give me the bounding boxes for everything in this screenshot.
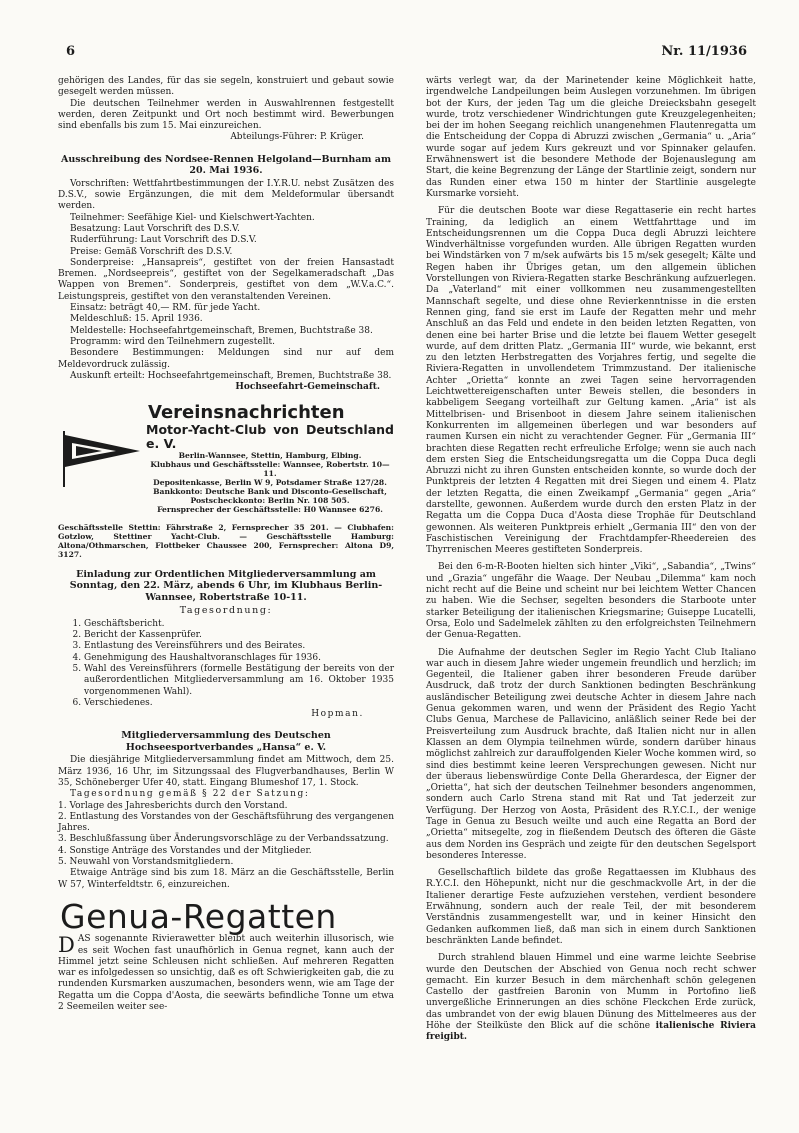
agenda-label: Tagesordnung: (179, 605, 273, 617)
intro-paragraph: Die deutschen Teilnehmer werden in Auswahlrennen festgestellt werden, deren Zeitpunkt und Ort noch bestimmt wird. Bewerbungen sind ebenfalls bis zum 15. Mai einzureichen. (58, 98, 394, 132)
nordsee-item: Meldestelle: Hochseefahrtgemeinschaft, Bremen, Buchtstraße 38. (70, 325, 373, 336)
agenda-item: 6. Verschiedenes. (84, 698, 394, 709)
hansa-title: Mitgliederversammlung des Deutschen Hochseesportverbandes „Hansa“ e. V. (121, 730, 331, 753)
agenda-item: 4. Genehmigung des Haushaltvoranschlages für 1936. (84, 653, 394, 664)
agenda-list (58, 619, 394, 709)
club-name: Motor-Yacht-Club von Deutschland e. V. (146, 421, 394, 451)
article-paragraph: Gesellschaftlich bildete das große Regattaessen im Klubhaus des R.Y.C.I. den Höhepunkt, nicht nur die geschmackvolle Art, in der die Italiener derartige Feste aufzuziehen verstehen, verdient besondere Erwähnung, sondern auch der reale Teil, der mit besonderem Verständnis zusammengestellt war, und in keiner Hinsicht den Gedanken aufkommen ließ, daß man sich in einem durch Sanktionen beschränkten Lande befindet. (426, 868, 756, 946)
club-info-line: Depositenkasse, Berlin W 9, Potsdamer Straße 127/28. (153, 477, 387, 487)
article-last-paragraph (426, 953, 756, 1043)
invitation-title: Einladung zur Ordentlichen Mitgliederversammlung am Sonntag, den 22. März, abends 6 Uhr, im Klubhaus Berlin-Wannsee, Robertstraße 10-11. (69, 568, 383, 603)
last-paragraph-text: Durch strahlend blauen Himmel und eine warme leichte Seebrise wurde den Deutschen der Abschied von Genua noch recht schwer gemacht. Ein kurzer Besuch in dem märchenhaft schön gelegenen Castello der gastfreien Baronin von Mumm in Portofino ließ unvergeßliche Erinnerungen an dies schöne Fleckchen Erde zurück, das umbrandet von der ewig blauen Dünung des Mittelmeeres aus der Höhe der Steilküste den Blick auf die schöne (426, 953, 756, 1032)
hansa-agenda-item: 4. Sonstige Anträge des Vorstandes und der Mitglieder. (58, 845, 312, 856)
article-paragraph: Für die deutschen Boote war diese Regattaserie ein recht hartes Training, da lediglich an einem Wettfahrttage und im Entscheidungsrennen um die Coppa Duca degli Abruzzi leichtere Windverhältnisse vorgefunden wurden. Alle übrigen Regatten wurden bei Windstärken von 7 m/sek aufwärts bis 15 m/sek gesegelt; Kälte und Regen haben ihr Übriges getan, um den allgemein üblichen Vorstellungen von Riviera-Regatten starke Beschränkung aufzuerlegen. Da „Vaterland“ mit einer vollkommen neu zusammengestellten Mannschaft segelte, und diese ohne Revierkenntnisse in die ersten Rennen ging, fand sie erst im Laufe der Regatten mehr und mehr Anschluß an das Feld und endete in den beiden letzten Regatten, von denen eine bei harter Brise und die letzte bei flauem Wetter gesegelt wurde, auf dem dritten Platz. „Germania III“ wurde, wie bekannt, erst zu den letzten Herbstregatten des Vorjahres fertig, und segelte die Riviera-Regatten in unvollendetem Trimmzustand. Der italienische Achter „Orietta“ konnte an zwei Tagen seine hervorragenden Leichtwettereigenschaften unter Beweis stellen, die besonders in kabbeligem Seegang vorteilhaft zur Geltung kamen. „Aria“ ist als Mittelbrisen- und Brisenboot in diesem Jahre seinem italienischen Konkurrenten im allgemeinen überlegen und war besonders auf raumen Kursen ein nicht zu verachtender Gegner. Für „Germania III“ brachten diese Regatten recht erfreuliche Erfolge; wenn sie auch nach dem ersten Sieg die Entscheidungsregatta um die Coppa Duca degli Abruzzi nicht zu ihren Gunsten entscheiden konnte, so wurde doch der Punktpreis der letzten 4 Regatten mit drei Siegen und einem 4. Platz der letzten Regatta, die einen Zweikampf „Germania“ gegen „Aria“ darstellte, gewonnen. Außerdem wurde durch den ersten Platz in der Regatta um die Coppa Duca d'Aosta diese Trophäe für Deutschland gewonnen. Als weiteren Punktpreis erhielt „Germania III“ den von der Faschistischen Vereinigung der Frachtdampfer-Rheedereien des Thyrrenischen Meeres gestifteten Sonderpreis. (426, 206, 756, 556)
hansa-agenda-item: 3. Beschlußfassung über Änderungsvorschläge zu der Verbandssatzung. (58, 834, 389, 845)
article-paragraph: Bei den 6-m-R-Booten hielten sich hinter „Viki“, „Sabandia“, „Twins“ und „Grazia“ ungefähr die Waage. Der Neubau „Dilemma“ kam noch nicht recht auf die Beine und scheint nur bei leichtem Wetter Chancen zu haben. Wie die Sechser, segelten besonders die Starboote unter starker Beteiligung der italienischen Kriegsmarine; Guiseppe Lucatelli, Orsa, Eolo und Sadelmelek zählten zu den erfolgreichsten Teilnehmern der Genua-Regatten. (426, 562, 756, 641)
genua-intro (58, 934, 394, 1013)
nordsee-item: Einsatz: beträgt 40,— RM. für jede Yacht. (70, 303, 261, 314)
club-branch-info: Geschäftsstelle Stettin: Fährstraße 2, Fernsprecher 35 201. — Clubhafen: Gotzlow, Stettiner Yacht-Club. — Geschäftsstelle Hamburg: Altona/Othmarschen, Flottbeker Chaussee 200, Fernsprecher: Altona D9, 3127. (58, 522, 394, 559)
vereinsnachrichten-heading: Vereinsnachrichten (148, 402, 345, 424)
hansa-closing: Etwaige Anträge sind bis zum 18. März an die Geschäftsstelle, Berlin W 57, Winterfeldtstr. 6, einzureichen. (58, 868, 394, 890)
hansa-agenda-item: 2. Entlastung des Vorstandes von der Geschäftsführung des vergangenen Jahres. (58, 811, 395, 834)
genua-intro-text: AS sogenannte Rivierawetter bleibt auch weiterhin illusorisch, wie es seit Wochen fast unaufhörlich in Genua regnet, kann auch der Himmel jetzt seine Schleusen nicht schließen. Auf mehreren Regatten war es infolgedessen so unsichtig, daß es oft Schwierigkeiten gab, die zu rundenden Kursmarken auszumachen, besonders wenn, wie am Tage der Regatta um die Coppa d'Aosta, die seewärts befindliche Tonne um etwa 2 Seemeilen weiter see- (58, 934, 394, 1013)
page-number: 6 (66, 44, 76, 59)
agenda-item: 2. Bericht der Kassenprüfer. (84, 630, 394, 641)
genua-title: Genua-Regatten (60, 896, 337, 936)
right-column (426, 76, 756, 1044)
club-info-line: Berlin-Wannsee, Stettin, Hamburg, Elbing. (178, 450, 362, 460)
hansa-agenda-label: Tagesordnung gemäß § 22 der Satzung: (70, 789, 310, 800)
hansa-agenda-list (58, 801, 394, 869)
last-paragraph-end: italienische Riviera freigibt. (426, 1021, 756, 1043)
club-info-line: Bankkonto: Deutsche Bank und Disconto-Gesellschaft, (153, 486, 387, 496)
nordsee-item: Besatzung: Laut Vorschrift des D.S.V. (70, 223, 240, 234)
nordsee-title: Ausschreibung des Nordsee-Rennen Helgoland—Burnham am 20. Mai 1936. (60, 153, 392, 177)
hansa-agenda-item: 5. Neuwahl von Vorstandsmitgliedern. (58, 857, 234, 868)
article-paragraph: wärts verlegt war, da der Marinetender keine Möglichkeit hatte, irgendwelche Landpeilungen beim Auslegen vorzunehmen. Im übrigen bot der Kurs, der jeden Tag um die gleiche Dreiecksbahn gesegelt wurde, trotz verschiedener Windrichtungen gute Kreuzgelegenheiten; bei der im hohen Seegang reichlich unangenehmen Flautenregatta um die Entscheidung der Coppa di Abruzzi zwischen „Germania“ u. „Aria“ wurde sogar auf jedem Kurs gekreuzt und vor Spinnaker gelaufen. Erwähnenswert ist die besondere Methode der Bojenauslegung am Start, die keine Begrenzung der Länge der Startlinie zeigt, sondern nur das Runden einer etwa 150 m hinter der Startlinie ausgelegte Kursmarke vorsieht. (426, 76, 756, 199)
club-info-line: Postscheckkonto: Berlin Nr. 108 505. (190, 495, 350, 505)
agenda-item: 3. Entlastung des Vereinsführers und des Beirates. (84, 641, 394, 652)
agenda-item: 5. Wahl des Vereinsführers (formelle Bestätigung der bereits von der außerordentlichen Mitgliederversammlung am 16. Oktober 1935 vorgenommenen Wahl). (84, 664, 394, 698)
article-paragraph: Die Aufnahme der deutschen Segler im Regio Yacht Club Italiano war auch in diesem Jahre wieder ungemein freundlich und herzlich; im Gegenteil, die Italiener gaben ihrer besonderen Freude darüber Ausdruck, daß trotz der durch Sanktionen bedingten Beschränkung ausländischer Beteiligung zwei deutsche Achter in diesem Jahre nach Genua gekommen waren, und wenn der Präsident des Regio Yacht Clubs Genua, Marchese de Pallavicino, anläßlich seiner Rede bei der Preisverteilung zum Ausdruck brachte, daß Italien nicht nur in allen Klassen an dem Olympia teilnehmen würde, sondern darüber hinaus möglichst zahlreich zur darauffolgenden Kieler Woche kommen wird, so sind dies bestimmt keine leeren Versprechungen gewesen. Nicht nur der überaus liebenswürdige Conte Della Gherardesca, der Eigner der „Orietta“, hat sich der deutschen Teilnehmer besonders angenommen, sondern auch Carlo Strena stand mit Rat und Tat jederzeit zur Verfügung. Der Herzog von Aosta, Präsident des R.Y.C.I., der wenige Tage in Genua zu Besuch weilte und auch eine Regatta an Bord der „Orietta“ mitsegelte, zog in fließendem Deutsch des öfteren die Gäste aus dem Norden ins Gespräch und zeigte für den deutschen Segelsport besonderes Interesse. (426, 647, 756, 861)
nordsee-item: Meldeschluß: 15. April 1936. (70, 314, 203, 325)
club-block (58, 423, 394, 523)
drop-cap: D (58, 933, 75, 958)
left-column (58, 76, 394, 1013)
club-info-line: Klubhaus und Geschäftsstelle: Wannsee, Robertstr. 10—11. (150, 459, 390, 478)
agenda-item: 1. Geschäftsbericht. (84, 619, 394, 630)
nordsee-item: Sonderpreise: „Hansapreis“, gestiftet von der freien Hansastadt Bremen. „Nordseepreis“, gestiftet von der Segelkameradschaft „Das Wappen von Bremen“. Sonderpreis, gestiftet von dem „W.V.a.C.“. Leistungspreis, gestiftet von den veranstaltenden Vereinen. (58, 257, 394, 302)
intro-paragraph: gehörigen des Landes, für das sie segeln, konstruiert und gebaut sowie gesegelt werden müssen. (58, 76, 394, 98)
intro-signature: Abteilungs-Führer: P. Krüger. (230, 132, 364, 143)
nordsee-item: Vorschriften: Wettfahrtbestimmungen der I.Y.R.U. nebst Zusätzen des D.S.V., sowie Ergänzungen, die mit dem Meldeformular übersandt werden. (58, 178, 394, 212)
issue-number: Nr. 11/1936 (661, 44, 747, 59)
club-pennant-icon (62, 429, 142, 489)
hansa-text: Die diesjährige Mitgliederversammlung findet am Mittwoch, dem 25. März 1936, 16 Uhr, im Sitzungssaal des Flugverbandhauses, Berlin W 35, Schöneberger Ufer 40, statt. Eingang Blumeshof 17, 1. Stock. (58, 755, 394, 788)
nordsee-item: Ruderführung: Laut Vorschrift des D.S.V. (70, 235, 257, 246)
hansa-agenda-item: 1. Vorlage des Jahresberichts durch den Vorstand. (58, 800, 288, 811)
nordsee-item: Teilnehmer: Seefähige Kiel- und Kielschwert-Yachten. (70, 212, 315, 223)
nordsee-item: Auskunft erteilt: Hochseefahrtgemeinschaft, Bremen, Buchtstraße 38. (70, 370, 392, 381)
nordsee-item: Besondere Bestimmungen: Meldungen sind nur auf dem Meldevordruck zulässig. (58, 348, 394, 370)
nordsee-item: Programm: wird den Teilnehmern zugestellt. (70, 336, 275, 347)
nordsee-signature: Hochseefahrt-Gemeinschaft. (235, 382, 380, 393)
club-info-line: Fernsprecher der Geschäftsstelle: H0 Wannsee 6276. (157, 504, 383, 514)
verein-signature: Hopman. (311, 709, 364, 720)
nordsee-item: Preise: Gemäß Vorschrift des D.S.V. (70, 246, 233, 257)
